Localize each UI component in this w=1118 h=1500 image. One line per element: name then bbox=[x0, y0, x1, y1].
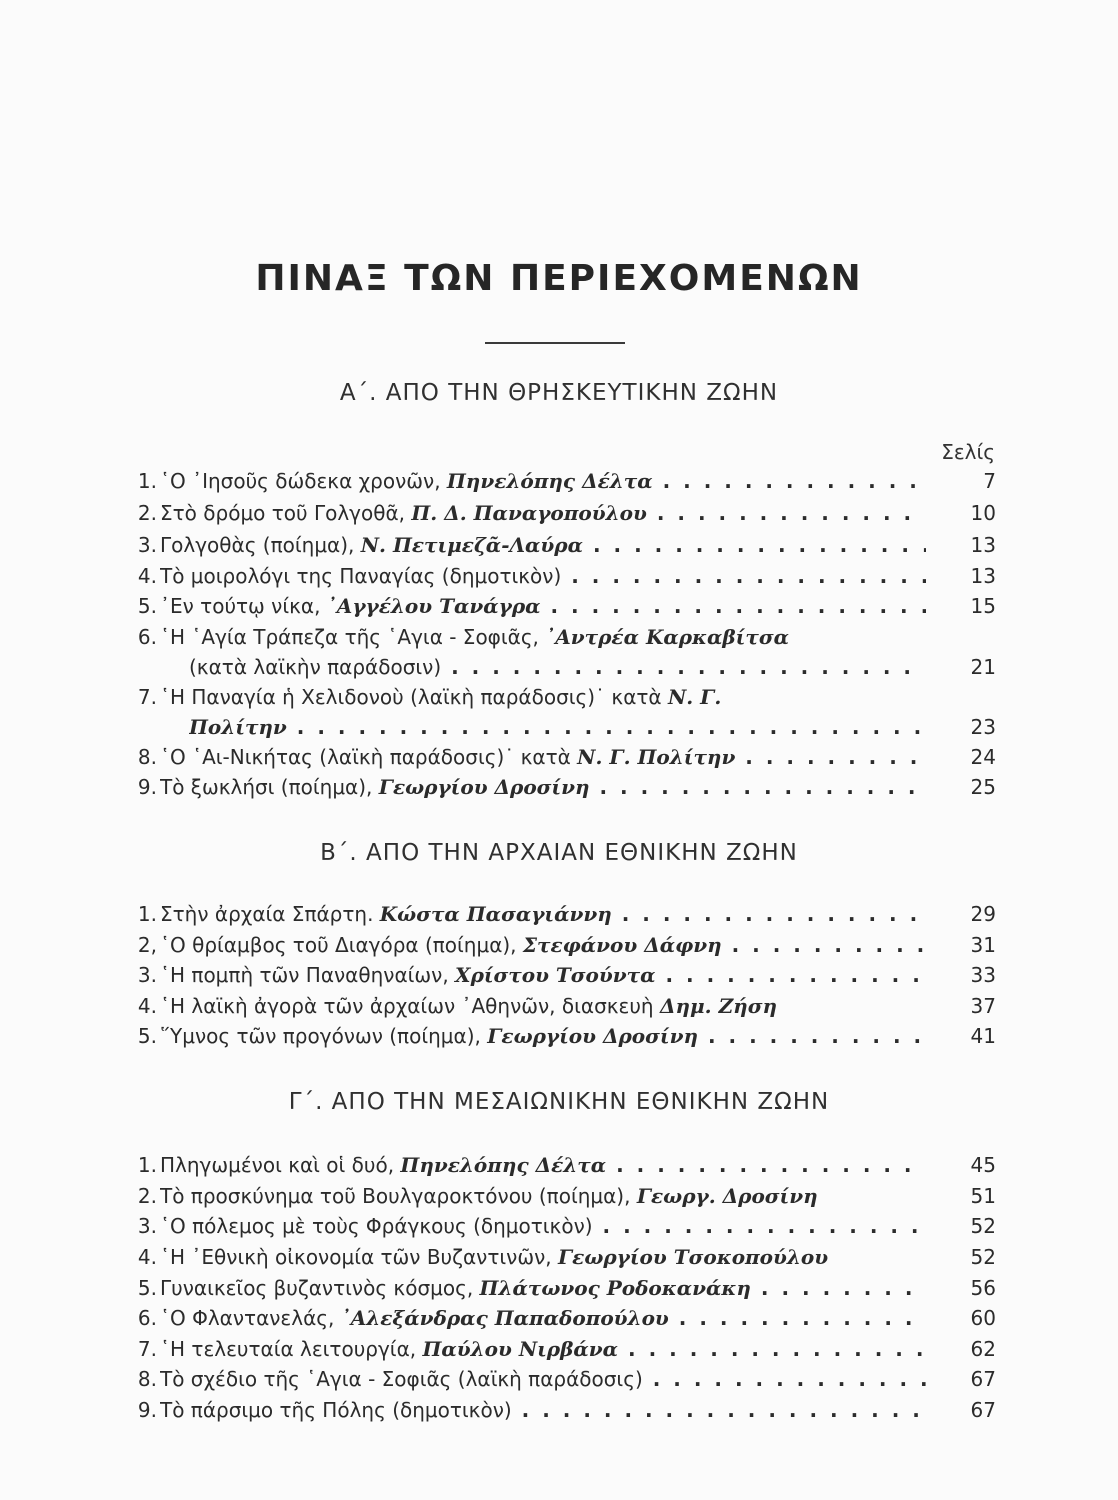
entry-number: 5. bbox=[137, 1276, 157, 1300]
entry-body bbox=[160, 1303, 926, 1333]
entry-body bbox=[160, 1242, 926, 1272]
toc-entry bbox=[125, 591, 996, 621]
entry-page: 23 bbox=[970, 715, 996, 739]
toc-entry bbox=[125, 1303, 996, 1333]
entry-page: 13 bbox=[970, 564, 996, 588]
entry-title: ῾Η ᾿Εθνικὴ οἰκονομία τῶν Βυζαντινῶν, bbox=[160, 1245, 552, 1269]
entry-author: Χρίστου Τσούντα bbox=[455, 963, 656, 987]
entry-title: Τὸ μοιρολόγι της Παναγίας (δημοτικὸν) bbox=[160, 564, 562, 588]
entry-title: Στὴν ἀρχαία Σπάρτη. bbox=[160, 902, 374, 926]
toc-entry bbox=[125, 991, 996, 1021]
entry-number: 4. bbox=[137, 564, 157, 588]
entry-author: ᾿Αγγέλου Τανάγρα bbox=[326, 594, 541, 618]
entry-author: Ν. Γ. Πολίτην bbox=[577, 745, 736, 769]
section-b-heading: Β΄. ΑΠΟ ΤΗΝ ΑΡΧΑΙΑΝ ΕΘΝΙΚΗΝ ΖΩΗΝ bbox=[320, 840, 798, 866]
entry-number: 5. bbox=[137, 1024, 157, 1048]
toc-entry bbox=[125, 1273, 996, 1303]
entry-title: Τὸ ξωκλήσι (ποίημα), bbox=[160, 775, 373, 799]
entry-title: ῾Ο θρίαμβος τοῦ Διαγόρα (ποίημα), bbox=[160, 933, 517, 957]
entry-page: 31 bbox=[970, 933, 996, 957]
entry-author: ᾿Αλεξάνδρας Παπαδοπούλου bbox=[340, 1306, 669, 1330]
entry-page: 7 bbox=[983, 469, 996, 493]
entry-body bbox=[160, 1211, 926, 1241]
entry-body bbox=[160, 1364, 926, 1394]
entry-page: 51 bbox=[970, 1184, 996, 1208]
entry-page: 62 bbox=[970, 1337, 996, 1361]
entry-body bbox=[160, 930, 926, 960]
toc-entry bbox=[125, 530, 996, 560]
entry-page: 45 bbox=[970, 1153, 996, 1177]
entry-title-cont: (κατὰ λαϊκὴν παράδοσιν) bbox=[189, 655, 442, 679]
entry-body bbox=[160, 498, 926, 528]
toc-entry bbox=[125, 682, 996, 712]
entry-number: 4. bbox=[137, 1245, 157, 1269]
entry-page: 29 bbox=[970, 902, 996, 926]
title-underline bbox=[485, 342, 625, 344]
entry-body bbox=[160, 1334, 926, 1364]
entry-number: 4. bbox=[137, 994, 157, 1018]
entry-number: 6. bbox=[137, 625, 157, 649]
entry-body bbox=[160, 1150, 926, 1180]
entry-body bbox=[160, 561, 926, 591]
entry-number: 1. bbox=[137, 469, 157, 493]
toc-entry bbox=[125, 1364, 996, 1394]
entry-title: Τὸ προσκύνημα τοῦ Βουλγαροκτόνου (ποίημα), bbox=[160, 1184, 631, 1208]
toc-entry bbox=[125, 1150, 996, 1180]
toc-entry bbox=[125, 1395, 996, 1425]
entry-page: 15 bbox=[970, 594, 996, 618]
section-a-heading: Α΄. ΑΠΟ ΤΗΝ ΘΡΗΣΚΕΥΤΙΚΗΝ ΖΩΗΝ bbox=[339, 380, 779, 406]
entry-body bbox=[189, 712, 926, 742]
entry-number: 6. bbox=[137, 1306, 157, 1330]
entry-number: 2. bbox=[137, 501, 157, 525]
entry-number: 8. bbox=[137, 1367, 157, 1391]
entry-author: Κώστα Πασαγιάννη bbox=[379, 902, 612, 926]
entry-title: Τὸ σχέδιο τῆς ῾Αγια - Σοφιᾶς (λαϊκὴ παράδοσις) bbox=[160, 1367, 643, 1391]
entry-body bbox=[160, 682, 996, 712]
toc-entry bbox=[125, 930, 996, 960]
entry-title: ῾Η λαϊκὴ ἀγορὰ τῶν ἀρχαίων ᾿Αθηνῶν, διασκευὴ bbox=[160, 994, 654, 1018]
entry-body bbox=[160, 960, 926, 990]
entry-author: Γεωργίου Δροσίνη bbox=[378, 775, 590, 799]
entry-page: 67 bbox=[970, 1398, 996, 1422]
entry-number: 2, bbox=[137, 933, 157, 957]
entry-number: 5. bbox=[137, 594, 157, 618]
entry-author: ᾿Αντρέα Καρκαβίτσα bbox=[545, 625, 789, 649]
entry-author: Πηνελόπης Δέλτα bbox=[400, 1153, 607, 1177]
entry-number: 8. bbox=[137, 745, 157, 769]
entry-author: Ν. Γ. bbox=[667, 685, 722, 709]
entry-body bbox=[160, 1021, 926, 1051]
entry-page: 25 bbox=[970, 775, 996, 799]
entry-title: Γυναικεῖος βυζαντινὸς κόσμος, bbox=[160, 1276, 474, 1300]
entry-body bbox=[160, 1395, 926, 1425]
entry-author: Γεωργίου Τσοκοπούλου bbox=[557, 1245, 829, 1269]
toc-entry bbox=[125, 899, 996, 929]
entry-number: 7. bbox=[137, 685, 157, 709]
entry-title: Στὸ δρόμο τοῦ Γολγοθᾶ, bbox=[160, 501, 406, 525]
entry-number: 9. bbox=[137, 1398, 157, 1422]
entry-number: 7. bbox=[137, 1337, 157, 1361]
entry-author-cont: Πολίτην bbox=[189, 715, 287, 739]
entry-body bbox=[160, 991, 926, 1021]
entry-page: 24 bbox=[970, 745, 996, 769]
entry-page: 52 bbox=[970, 1245, 996, 1269]
entry-body bbox=[160, 742, 926, 772]
entry-title: ῾Ο ᾿Ιησοῦς δώδεκα χρονῶν, bbox=[160, 469, 441, 493]
entry-title: ᾿Εν τούτῳ νίκα, bbox=[160, 594, 321, 618]
entry-title: ῾Ο πόλεμος μὲ τοὺς Φράγκους (δημοτικὸν) bbox=[160, 1214, 593, 1238]
entry-body bbox=[160, 899, 926, 929]
entry-page: 60 bbox=[970, 1306, 996, 1330]
entry-body bbox=[160, 772, 926, 802]
entry-author: Στεφάνου Δάφνη bbox=[522, 933, 722, 957]
page-title: ΠΙΝΑΞ ΤΩΝ ΠΕΡΙΕΧΟΜΕΝΩΝ bbox=[255, 258, 863, 299]
entry-body bbox=[160, 622, 996, 652]
toc-entry bbox=[125, 742, 996, 772]
toc-entry bbox=[125, 1334, 996, 1364]
entry-title: ῾Η Παναγία ἡ Χελιδονοὺ (λαϊκὴ παράδοσις)˙ κατὰ bbox=[160, 685, 662, 709]
entry-author: Π. Δ. Παναγοπούλου bbox=[411, 501, 647, 525]
entry-title: ῾Η τελευταία λειτουργία, bbox=[160, 1337, 417, 1361]
entry-body bbox=[160, 466, 926, 496]
entry-title: ῾Ο ῾Αι-Νικήτας (λαϊκὴ παράδοσις)˙ κατὰ bbox=[160, 745, 571, 769]
entry-body bbox=[160, 530, 926, 560]
toc-entry bbox=[125, 960, 996, 990]
toc-entry bbox=[125, 1242, 996, 1272]
toc-entry bbox=[125, 466, 996, 496]
entry-number: 1. bbox=[137, 902, 157, 926]
entry-page: 13 bbox=[970, 533, 996, 557]
entry-title: ῞Υμνος τῶν προγόνων (ποίημα), bbox=[160, 1024, 481, 1048]
toc-entry bbox=[125, 1021, 996, 1051]
entry-title: ῾Η πομπὴ τῶν Παναθηναίων, bbox=[160, 963, 449, 987]
entry-author: Πλάτωνος Ροδοκανάκη bbox=[479, 1276, 751, 1300]
page-column-header: Σελίς bbox=[941, 440, 995, 464]
section-c-heading: Γ΄. ΑΠΟ ΤΗΝ ΜΕΣΑΙΩΝΙΚΗΝ ΕΘΝΙΚΗΝ ΖΩΗΝ bbox=[288, 1089, 830, 1115]
entry-title: Πληγωμένοι καὶ οἱ δυό, bbox=[160, 1153, 395, 1177]
entry-author: Ν. Πετιμεζᾶ-Λαύρα bbox=[360, 533, 583, 557]
toc-entry bbox=[125, 622, 996, 652]
entry-title: Γολγοθὰς (ποίημα), bbox=[160, 533, 355, 557]
entry-body bbox=[160, 1181, 926, 1211]
toc-entry bbox=[125, 561, 996, 591]
entry-title: ῾Ο Φλαντανελάς, bbox=[160, 1306, 335, 1330]
entry-page: 10 bbox=[970, 501, 996, 525]
entry-author: Γεωργίου Δροσίνη bbox=[487, 1024, 698, 1048]
entry-number: 3. bbox=[137, 1214, 157, 1238]
entry-page: 33 bbox=[970, 963, 996, 987]
entry-number: 3. bbox=[137, 963, 157, 987]
entry-page: 37 bbox=[970, 994, 996, 1018]
toc-entry bbox=[125, 772, 996, 802]
entry-page: 21 bbox=[970, 655, 996, 679]
entry-title: ῾Η ῾Αγία Τράπεζα τῆς ῾Αγια - Σοφιᾶς, bbox=[160, 625, 539, 649]
entry-page: 67 bbox=[970, 1367, 996, 1391]
entry-author: Γεωργ. Δροσίνη bbox=[636, 1184, 818, 1208]
entry-page: 52 bbox=[970, 1214, 996, 1238]
entry-author: Δημ. Ζήση bbox=[659, 994, 778, 1018]
toc-entry-continuation bbox=[189, 712, 996, 742]
entry-number: 3. bbox=[137, 533, 157, 557]
entry-title: Τὸ πάρσιμο τῆς Πόλης (δημοτικὸν) bbox=[160, 1398, 512, 1422]
toc-entry bbox=[125, 1181, 996, 1211]
entry-author: Πηνελόπης Δέλτα bbox=[446, 469, 653, 493]
toc-entry bbox=[125, 498, 996, 528]
toc-entry bbox=[125, 1211, 996, 1241]
entry-page: 56 bbox=[970, 1276, 996, 1300]
entry-author: Παύλου Νιρβάνα bbox=[422, 1337, 619, 1361]
toc-entry-continuation bbox=[189, 652, 996, 682]
entry-number: 9. bbox=[137, 775, 157, 799]
entry-body bbox=[189, 652, 926, 682]
entry-body bbox=[160, 591, 926, 621]
entry-body bbox=[160, 1273, 926, 1303]
entry-number: 1. bbox=[137, 1153, 157, 1177]
entry-number: 2. bbox=[137, 1184, 157, 1208]
entry-page: 41 bbox=[970, 1024, 996, 1048]
